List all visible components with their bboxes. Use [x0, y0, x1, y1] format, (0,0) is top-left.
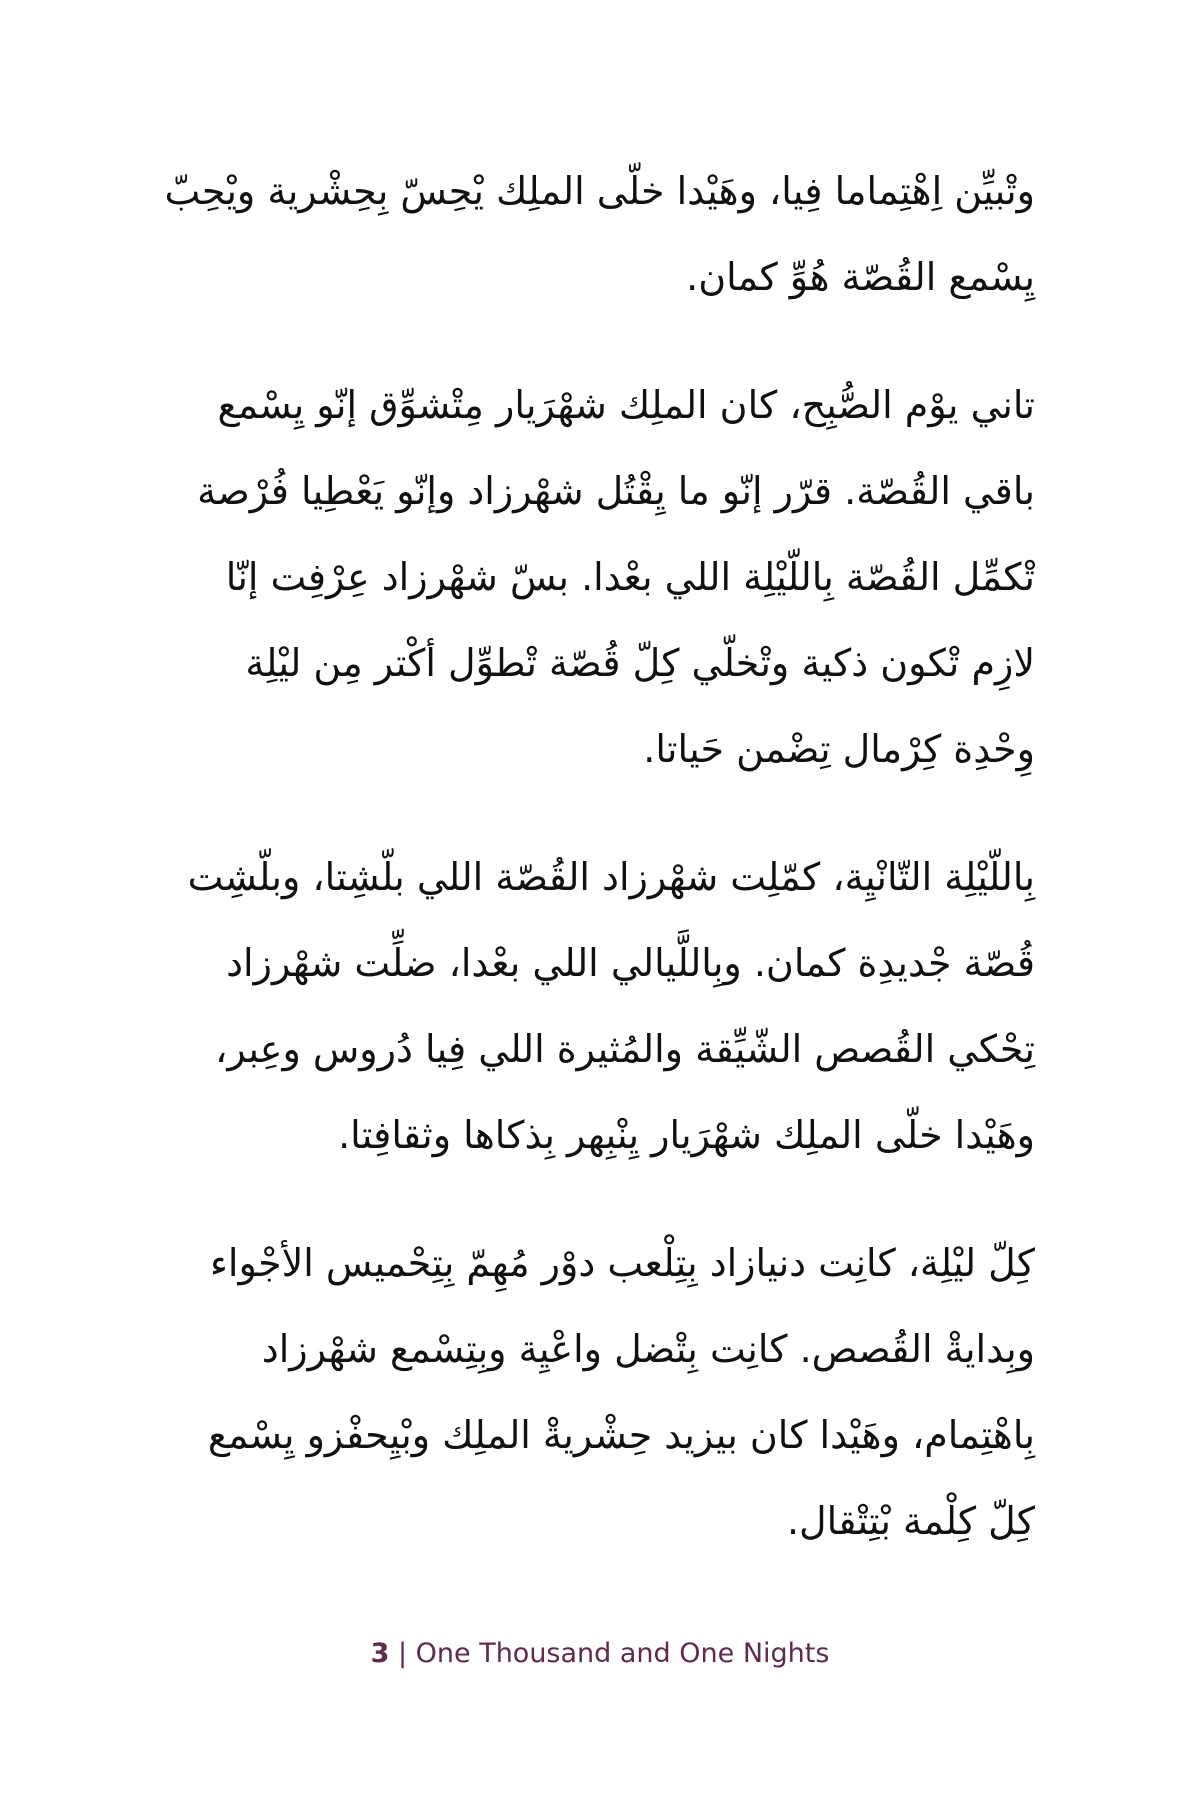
- paragraph-2: تاني يوْم الصُّبِح، كان الملِك شهْرَيار مِتْشوِّق إنّو يِسْمع باقي القُصّة. قرّر إنّو ما يِقْتُل شهْرزاد وإنّو يَعْطِيا فُرْصة تْكمِّل القُصّة بِاللّيْلِة اللي بعْدا. بسّ شهْرزاد عِرْفِت إنّا لازِم تْكون ذكية وتْخلّي كِلّ قُصّة تْطوِّل أكْتر مِن ليْلِة وِحْدِة كِرْمال تِضْمن حَياتا.: [197, 383, 1035, 771]
- page-number: 3: [370, 1638, 390, 1669]
- paragraph-4: كِلّ ليْلِة، كانِت دنيازاد بِتِلْعب دوْر مُهِمّ بِتِحْميس الأجْواء وبِدايةْ القُصص. كانِت بِتْضل واعْيِة وبِتِسْمع شهْرزاد بِاهْتِمام، وهَيْدا كان بيزيد حِشْريةْ الملِك وبْيِحفْزو يِسْمع كِلّ كِلْمة بْتِتْقال.: [207, 1241, 1035, 1543]
- book-title: One Thousand and One Nights: [415, 1638, 830, 1669]
- paragraph-3: بِاللّيْلِة التّانْيِة، كمّلِت شهْرزاد القُصّة اللي بلّشِتا، وبلّشِت قُصّة جْديدِة كمان. وبِاللَّيالي اللي بعْدا، ضلِّت شهْرزاد تِحْكي القُصص الشّيِّقة والمُثيرة اللي فِيا دُروس وعِبر، وهَيْدا خلّى الملِك شهْرَيار يِنْبِهر بِذكاها وثقافِتا.: [187, 855, 1035, 1157]
- paragraph-1: وتْبيِّن اِهْتِماما فِيا، وهَيْدا خلّى الملِك يْحِسّ بِحِشْرية ويْحِبّ يِسْمع القُصّة هُوِّ كمان.: [164, 169, 1035, 299]
- footer-separator: |: [389, 1638, 416, 1669]
- page-footer: [0, 1638, 1200, 1669]
- story-text: [155, 148, 1035, 1602]
